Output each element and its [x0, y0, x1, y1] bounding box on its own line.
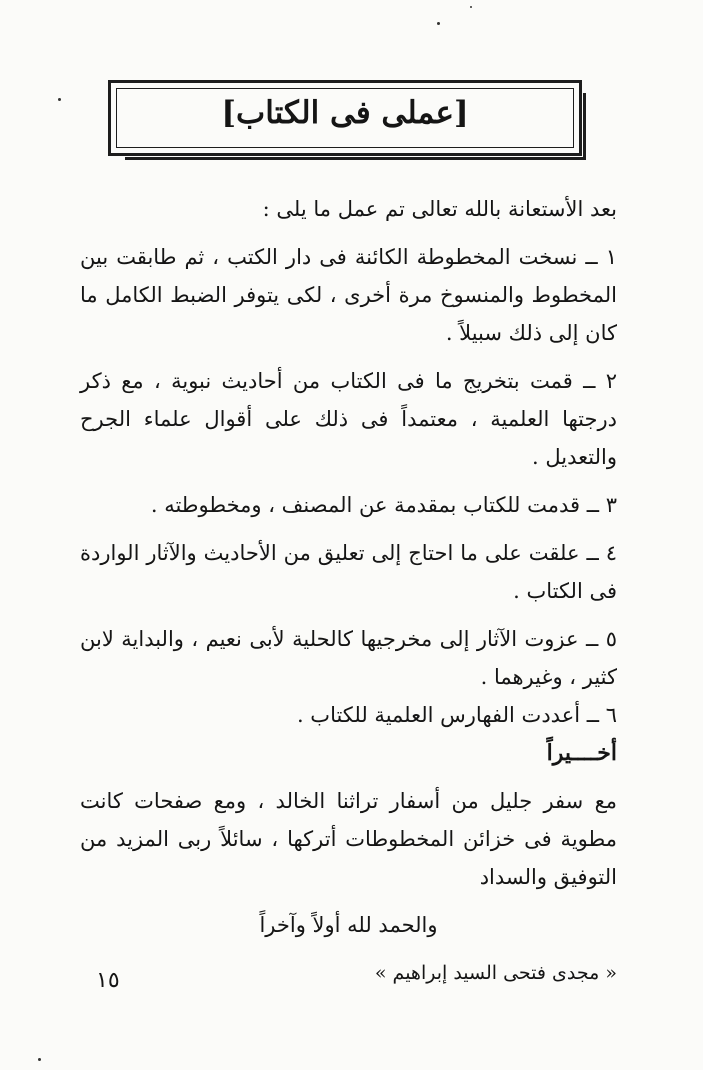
list-item: ٢ ــ قمت بتخريج ما فى الكتاب من أحاديث نبوية ، مع ذكر درجتها العلمية ، معتمداً فى ذلك على أقوال علماء الجرح والتعديل . [80, 369, 617, 469]
main-text [80, 190, 617, 992]
page-title: [عملى فى الكتاب] [221, 95, 469, 131]
praise-line: والحمد لله أولاً وآخراً [259, 913, 438, 937]
title-frame-shadow [583, 93, 586, 160]
list-item: ٦ ــ أعددت الفهارس العلمية للكتاب . [296, 703, 617, 727]
title-frame [108, 80, 582, 156]
list-item: ٥ ــ عزوت الآثار إلى مخرجيها كالحلية لأبى نعيم ، والبداية لابن كثير ، وغيرهما . [80, 627, 617, 689]
scan-speck [437, 22, 440, 25]
scan-speck [58, 98, 61, 101]
list-item: ٣ ــ قدمت للكتاب بمقدمة عن المصنف ، ومخطوطته . [150, 493, 617, 517]
author-signature: « مجدى فتحى السيد إبراهيم » [374, 962, 617, 984]
scan-speck [38, 1058, 41, 1061]
closing-heading: أخــــيراً [546, 740, 617, 766]
list-item: ٤ ــ علقت على ما احتاج إلى تعليق من الأحاديث والآثار الواردة فى الكتاب . [80, 541, 617, 603]
title-frame-shadow [125, 157, 585, 160]
closing-paragraph: مع سفر جليل من أسفار تراثنا الخالد ، ومع صفحات كانت مطوية فى خزائن المخطوطات أتركها ، سائلاً ربى المزيد من التوفيق والسداد [80, 789, 617, 889]
scan-speck [470, 6, 472, 8]
intro-line: بعد الأستعانة بالله تعالى تم عمل ما يلى : [262, 197, 617, 221]
page-number: ١٥ [96, 968, 120, 993]
list-item: ١ ــ نسخت المخطوطة الكائنة فى دار الكتب ، ثم طابقت بين المخطوط والمنسوخ مرة أخرى ، لكى يتوفر الضبط الكامل ما كان إلى ذلك سبيلاً . [80, 245, 617, 345]
